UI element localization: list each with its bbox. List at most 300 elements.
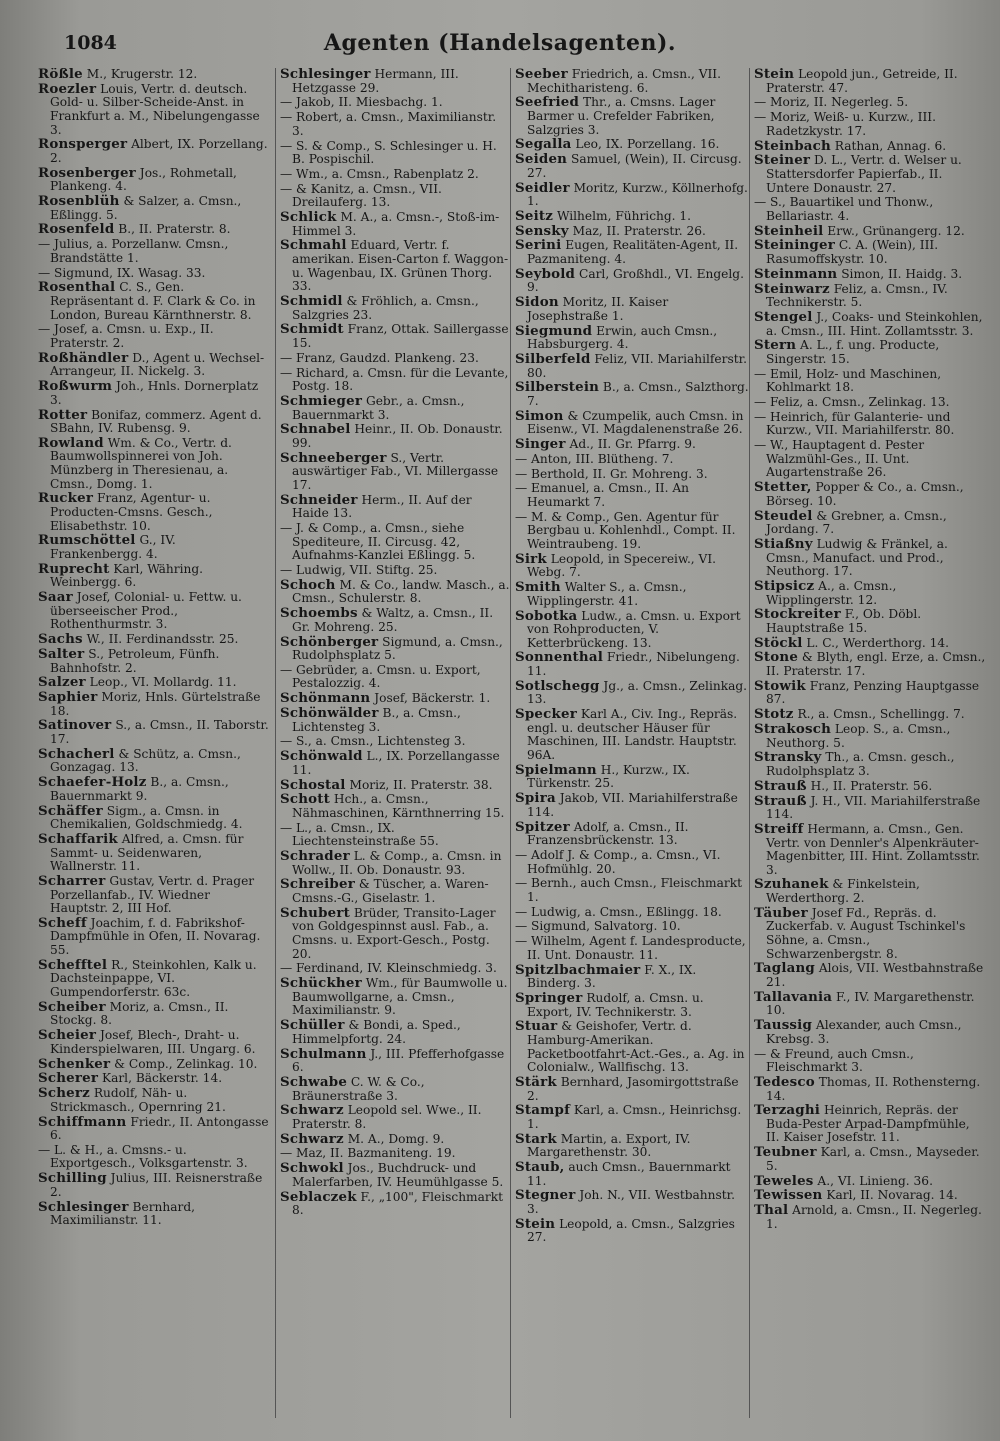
entry-text: — Robert, a. Cmsn., Maximilianstr. 3. <box>280 110 497 138</box>
entry-text: Joachim, f. d. Fabrikshof-Dampfmühle in Ofen, II. Novarag. 55. <box>50 915 261 958</box>
directory-entry <box>515 761 749 791</box>
entry-name: Saar <box>38 589 73 606</box>
entry-text: Jg., a. Cmsn., Zelinkag. 13. <box>527 678 748 707</box>
directory-entry <box>754 1019 986 1046</box>
entry-name: Rucker <box>38 490 94 507</box>
entry-name: Terzaghi <box>754 1102 821 1119</box>
entry-text: Moriz, II. Praterstr. 38. <box>345 777 493 792</box>
entry-name: Steudel <box>754 507 813 524</box>
directory-entry <box>515 381 749 408</box>
entry-text: L. & Comp., a. Cmsn. in Wollw., II. Ob. Donaustr. 93. <box>292 849 502 877</box>
entry-name: Schrader <box>280 848 350 865</box>
entry-name: Stein <box>754 68 795 82</box>
directory-entry <box>38 1072 270 1086</box>
directory-entry <box>280 352 511 366</box>
entry-name: Stegner <box>515 1187 576 1204</box>
entry-text: Moritz, II. Kaiser Josephstraße 1. <box>527 295 669 323</box>
entry-name: Täuber <box>754 904 808 921</box>
directory-entry <box>280 1188 511 1218</box>
column-1 <box>38 68 270 1418</box>
entry-name: Schulmann <box>280 1045 367 1062</box>
directory-entry <box>280 1130 511 1147</box>
entry-text: Friedrich, a. Cmsn., VII. Mechitharisteng. 6. <box>527 68 722 95</box>
directory-entry <box>515 350 749 380</box>
entry-text: M. & Co., landw. Masch., a. Cmsn., Schulerstr. 8. <box>292 577 510 606</box>
column-4 <box>749 68 986 1418</box>
directory-entry <box>754 820 986 877</box>
entry-text: — Wm., a. Cmsn., Rabenplatz 2. <box>280 166 479 181</box>
entry-text: Leopold, in Specereiw., VI. Webg. 7. <box>527 551 717 580</box>
entry-name: Stowik <box>754 677 806 694</box>
directory-entry <box>280 239 511 293</box>
entry-text: Alois, VII. Westbahnstraße 21. <box>766 961 984 989</box>
entry-name: Schenker <box>38 1055 111 1072</box>
entry-text: Wm. & Co., Vertr. d. Baumwollspinnerei von Joh. Münzberg in Theresienau, a. Cmsn., Domg. 1. <box>50 435 232 491</box>
entry-text: — L. & H., a. Cmsns.- u. Exportgesch., Volksgartenstr. 3. <box>38 1142 248 1171</box>
entry-text: Hermann, III. Hetzgasse 29. <box>292 68 459 95</box>
directory-entry <box>38 719 270 746</box>
directory-entry <box>38 492 270 533</box>
entry-text: — S., a. Cmsn., Lichtensteg 3. <box>280 734 466 749</box>
entry-name: Tallavania <box>754 988 833 1005</box>
entry-name: Spielmann <box>515 761 597 778</box>
entry-name: Thal <box>754 1202 789 1219</box>
entry-text: Joh. N., VII. Westbahnstr. 3. <box>527 1188 736 1216</box>
entry-text: & Czumpelik, auch Cmsn. in Eisenw., VI. Magdalenenstraße 26. <box>527 408 744 437</box>
directory-entry <box>280 449 511 493</box>
directory-entry <box>38 138 270 165</box>
directory-entry <box>515 792 749 819</box>
entry-text: & Schütz, a. Cmsn., Gonzagag. 13. <box>50 746 241 775</box>
directory-entry <box>280 962 511 976</box>
entry-name: Schefftel <box>38 956 108 973</box>
entry-name: Seitz <box>515 207 554 224</box>
directory-entry <box>515 935 749 962</box>
entry-text: D., Agent u. Wechsel-Arrangeur, II. Nickelg. 3. <box>50 350 265 379</box>
entry-name: Seybold <box>515 265 576 282</box>
directory-entry <box>754 1189 986 1203</box>
entry-text: Martin, a. Export, IV. Margarethenstr. 30. <box>527 1131 691 1160</box>
entry-text: F., Ob. Döbl. Hauptstraße 15. <box>766 607 922 635</box>
entry-name: Siegmund <box>515 322 593 339</box>
entry-text: Wm., für Baumwolle u. Baumwollgarne, a. Cmsn., Maximilianstr. 9. <box>292 976 508 1018</box>
entry-text: Moriz, a. Cmsn., II. Stockg. 8. <box>50 999 229 1028</box>
entry-name: Schaffarik <box>38 830 118 847</box>
entry-text: & Comp., Zelinkag. 10. <box>110 1056 258 1071</box>
entry-text: & Waltz, a. Cmsn., II. Gr. Mohreng. 25. <box>292 606 494 634</box>
directory-entry <box>38 349 270 379</box>
entry-text: Heinrich, Repräs. der Buda-Pester Arpad-Dampfmühle, II. Kaiser Josefstr. 11. <box>766 1103 970 1145</box>
entry-name: Schwarz <box>280 1130 344 1147</box>
directory-entry <box>280 111 511 138</box>
entry-name: Schönwald <box>280 748 363 765</box>
directory-entry <box>754 280 986 310</box>
entry-name: Sensky <box>515 222 569 239</box>
directory-entry <box>280 1045 511 1075</box>
directory-entry <box>515 322 749 352</box>
entry-text: Karl, II. Novarag. 14. <box>822 1188 958 1203</box>
directory-entry <box>754 723 986 750</box>
entry-text: B., a. Cmsn., Salzthorg. 7. <box>527 380 749 408</box>
directory-entry <box>280 68 511 95</box>
directory-entry <box>754 196 986 223</box>
directory-entry <box>280 904 511 961</box>
directory-entry <box>38 914 270 958</box>
entry-text: Franz, Agentur- u. Producten-Cmsns. Gesch., Elisabethstr. 10. <box>50 491 213 533</box>
entry-text: Gustav, Vertr. d. Prager Porzellanfab., IV. Wiedner Hauptstr. 2, III Hof. <box>50 873 255 916</box>
entry-text: — S., Bauartikel und Thonw., Bellariastr. 4. <box>754 195 934 223</box>
entry-text: Rudolf, Näh- u. Strickmasch., Opernring 21. <box>50 1086 226 1114</box>
entry-text: Herm., II. Auf der Haide 13. <box>292 492 472 521</box>
directory-entry <box>280 96 511 110</box>
entry-name: Schönwälder <box>280 705 379 722</box>
directory-entry <box>280 822 511 849</box>
entry-name: Strakosch <box>754 721 832 737</box>
entry-text: Jos., Buchdruck- und Malerfarben, IV. Heumühlgasse 5. <box>292 1161 504 1189</box>
column-3 <box>510 68 749 1418</box>
entry-text: Thomas, II. Rothensterng. 14. <box>766 1074 981 1103</box>
directory-entry <box>280 140 511 167</box>
directory-entry <box>38 323 270 350</box>
directory-entry <box>38 68 270 82</box>
directory-entry <box>754 634 986 651</box>
entry-name: Silberstein <box>515 379 600 396</box>
directory-entry <box>515 96 749 137</box>
directory-entry <box>515 265 749 295</box>
entry-name: Steininger <box>754 237 835 254</box>
directory-entry <box>280 564 511 578</box>
entry-name: Schmieger <box>280 392 363 409</box>
entry-text: Hch., a. Cmsn., Nähmaschinen, Kärnthnerring 15. <box>292 792 505 820</box>
entry-name: Staub, <box>515 1159 565 1176</box>
directory-entry <box>38 998 270 1028</box>
entry-text: M. A., a. Cmsn.-, Stoß-im-Himmel 3. <box>292 210 500 238</box>
entry-text: Rathan, Annag. 6. <box>830 138 947 153</box>
directory-entry <box>38 956 270 1000</box>
entry-name: Schlick <box>280 209 337 226</box>
entry-text: Heinr., II. Ob. Donaustr. 99. <box>292 422 503 450</box>
entry-text: F., „100", Fleischmarkt 8. <box>292 1189 503 1218</box>
entry-text: — Emil, Holz- und Maschinen, Kohlmarkt 18. <box>754 366 942 395</box>
directory-entry <box>38 691 270 718</box>
directory-entry <box>754 308 986 338</box>
entry-text: J. H., VII. Mariahilferstraße 114. <box>766 793 981 822</box>
entry-name: Teweles <box>754 1172 814 1189</box>
directory-entry <box>515 1020 749 1074</box>
entry-text: B., a. Cmsn., Bauernmarkt 9. <box>50 775 229 803</box>
directory-entry <box>515 296 749 323</box>
entry-name: Roßhändler <box>38 349 129 366</box>
directory-entry <box>38 802 270 832</box>
entry-text: — M. & Comp., Gen. Agentur für Bergbau u. Kohlenhdl., Compt. II. Weintraubeng. 19. <box>515 509 736 551</box>
entry-name: Ruprecht <box>38 560 110 577</box>
entry-text: Hermann, a. Cmsn., Gen. Vertr. von Dennler's Alpenkräuter-Magenbitter, III. Hint. Zollamtsstr. 3. <box>766 821 980 877</box>
entry-name: Seidler <box>515 179 570 196</box>
entry-text: — Adolf J. & Comp., a. Cmsn., VI. Hofmühlg. 20. <box>515 847 721 876</box>
entry-text: — Bernh., auch Cmsn., Fleischmarkt 1. <box>515 876 742 904</box>
directory-entry <box>754 1146 986 1173</box>
directory-entry <box>515 1161 749 1188</box>
directory-entry <box>754 878 986 905</box>
directory-entry <box>280 211 511 238</box>
entry-text: Josef Fd., Repräs. d. Zuckerfab. v. August Tschinkel's Söhne, a. Cmsn., Schwarzenbergstr. 8. <box>766 905 966 961</box>
entry-text: Friedr., Nibelungeng. 11. <box>527 650 740 679</box>
entry-text: Leopold sel. Wwe., II. Praterstr. 8. <box>292 1103 482 1131</box>
entry-name: Smith <box>515 579 561 596</box>
entry-text: Thr., a. Cmsns. Lager Barmer u. Crefelder Fabriken, Salzgries 3. <box>527 95 716 137</box>
directory-entry <box>38 560 270 590</box>
entry-text: Jakob, VII. Mariahilferstraße 114. <box>527 791 738 819</box>
entry-name: Tewissen <box>754 1187 823 1204</box>
entry-name: Salter <box>38 645 85 662</box>
directory-entry <box>515 877 749 904</box>
directory-entry <box>754 751 986 778</box>
entry-text: G., IV. Frankenbergg. 4. <box>50 533 176 561</box>
entry-name: Roßwurm <box>38 378 113 395</box>
entry-text: Erw., Grünangerg. 12. <box>823 223 965 238</box>
entry-name: Satinover <box>38 717 112 734</box>
entry-name: Steinwarz <box>754 280 830 297</box>
directory-entry <box>38 223 270 237</box>
entry-name: Rosenberger <box>38 164 136 181</box>
directory-entry <box>754 677 986 707</box>
entry-text: — Anton, III. Blütheng. 7. <box>515 451 674 466</box>
entry-text: — Moriz, II. Negerleg. 5. <box>754 95 909 110</box>
entry-text: Franz, Ottak. Saillergasse 15. <box>292 322 509 350</box>
entry-name: Schoembs <box>280 605 358 622</box>
entry-name: Sotlschegg <box>515 677 600 694</box>
entry-text: — Heinrich, für Galanterie- und Kurzw., VII. Mariahilferstr. 80. <box>754 409 955 438</box>
entry-text: — Richard, a. Cmsn. für die Levante, Postg. 18. <box>280 365 509 394</box>
entry-text: A., VI. Linieng. 36. <box>813 1173 933 1188</box>
directory-entry <box>280 850 511 877</box>
entry-name: Schostal <box>280 776 346 793</box>
entry-text: Eduard, Vertr. f. amerikan. Eisen-Carton f. Waggon- u. Wagenbau, IX. Grünen Thorg. 33. <box>292 238 509 294</box>
entry-name: Strauß <box>754 777 807 794</box>
directory-entry <box>754 481 986 508</box>
entry-name: Schwokl <box>280 1160 344 1177</box>
entry-name: Stein <box>515 1215 556 1232</box>
entry-text: Josef, Blech-, Draht- u. Kinderspielwaren, III. Ungarg. 6. <box>50 1028 256 1056</box>
entry-text: Albert, IX. Porzellang. 2. <box>50 137 268 165</box>
entry-name: Sachs <box>38 631 83 648</box>
entry-name: Spitzlbachmaier <box>515 961 641 978</box>
entry-name: Scheier <box>38 1027 97 1044</box>
entry-name: Scharrer <box>38 872 106 889</box>
directory-entry <box>280 1147 511 1161</box>
entry-name: Scheiber <box>38 998 106 1015</box>
entry-name: Schönberger <box>280 633 379 650</box>
entry-text: — Franz, Gaudzd. Plankeng. 23. <box>280 350 479 365</box>
entry-name: Segalla <box>515 136 572 153</box>
entry-text: — Ludwig, a. Cmsn., Eßlingg. 18. <box>515 904 722 919</box>
directory-entry <box>280 1162 511 1189</box>
entry-name: Steiner <box>754 152 811 169</box>
directory-entry <box>754 111 986 138</box>
entry-text: Sigmund, a. Cmsn., Rudolphsplatz 5. <box>292 634 503 663</box>
directory-entry <box>754 1204 986 1231</box>
entry-text: Julius, III. Reisnerstraße 2. <box>50 1171 263 1199</box>
entry-text: Popper & Co., a. Cmsn., Börseg. 10. <box>766 480 964 508</box>
entry-text: Feliz, VII. Mariahilferstr. 80. <box>527 351 747 380</box>
directory-entry <box>38 195 270 222</box>
entry-text: — Sigmund, IX. Wasag. 33. <box>38 265 206 280</box>
entry-text: Josef, Colonial- u. Fettw. u. überseeischer Prod., Rothenthurmstr. 3. <box>50 590 242 632</box>
entry-name: Stransky <box>754 749 822 766</box>
directory-entry <box>280 607 511 634</box>
entry-name: Singer <box>515 436 566 453</box>
entry-name: Schnabel <box>280 421 351 438</box>
entry-name: Seeber <box>515 68 568 82</box>
entry-name: Tedesco <box>754 1073 815 1090</box>
directory-entry <box>515 1189 749 1216</box>
directory-entry <box>515 708 749 762</box>
entry-text: — Maz, II. Bazmaniteng. 19. <box>280 1146 456 1161</box>
entry-text: Ludw., a. Cmsn. u. Export von Rohproducten, V. Ketterbrückeng. 13. <box>527 608 741 650</box>
entry-text: L., IX. Porzellangasse 11. <box>292 749 500 777</box>
entry-columns <box>38 68 986 1418</box>
entry-name: Stotz <box>754 706 794 723</box>
entry-text: Alfred, a. Cmsn. für Sammt- u. Seidenwaren, Wallnerstr. 11. <box>50 831 244 874</box>
entry-name: Roezler <box>38 80 97 97</box>
entry-text: Rudolf, a. Cmsn. u. Export, IV. Technikerstr. 3. <box>527 990 704 1019</box>
directory-entry <box>280 168 511 182</box>
directory-entry <box>38 591 270 632</box>
entry-text: S., a. Cmsn., II. Taborstr. 17. <box>50 718 269 747</box>
directory-entry <box>280 664 511 691</box>
directory-entry <box>515 677 749 707</box>
entry-text: — Jakob, II. Miesbachg. 1. <box>280 95 443 110</box>
entry-name: Schwarz <box>280 1102 344 1119</box>
directory-entry <box>280 367 511 394</box>
entry-text: L. C., Werderthorg. 14. <box>802 635 949 650</box>
directory-entry <box>754 962 986 989</box>
entry-text: — Sigmund, Salvatorg. 10. <box>515 919 681 934</box>
entry-text: Bernhard, Jasomirgottstraße 2. <box>527 1074 739 1103</box>
entry-text: Carl, Großhdl., VI. Engelg. 9. <box>527 266 744 295</box>
entry-text: R., Steinkohlen, Kalk u. Dachsteinpappe, VI. Gumpendorferstr. 63c. <box>50 957 257 1000</box>
entry-text: Walter S., a. Cmsn., Wipplingerstr. 41. <box>527 580 687 608</box>
entry-name: Spira <box>515 790 556 807</box>
entry-name: Steinmann <box>754 265 838 282</box>
entry-name: Schneeberger <box>280 449 387 466</box>
entry-text: — Feliz, a. Cmsn., Zelinkag. 13. <box>754 395 950 410</box>
directory-entry <box>280 576 511 606</box>
directory-entry <box>515 651 749 678</box>
directory-entry <box>38 380 270 407</box>
entry-text: Feliz, a. Cmsn., IV. Technikerstr. 5. <box>766 281 948 310</box>
entry-text: & Tüscher, a. Waren-Cmsns.-G., Giselastr. 1. <box>292 877 489 906</box>
entry-name: Sidon <box>515 294 559 311</box>
directory-entry <box>280 423 511 450</box>
directory-entry <box>280 1073 511 1103</box>
entry-name: Salzer <box>38 674 86 691</box>
directory-entry <box>754 411 986 438</box>
directory-entry <box>754 507 986 537</box>
entry-name: Stuar <box>515 1018 558 1035</box>
directory-entry <box>515 138 749 152</box>
entry-text: C. A. (Wein), III. Rasumoffskystr. 10. <box>766 238 939 267</box>
entry-text: & Blyth, engl. Erze, a. Cmsn., II. Praterstr. 17. <box>766 650 986 679</box>
directory-entry <box>515 607 749 651</box>
entry-text: B., II. Praterstr. 8. <box>114 222 231 237</box>
entry-text: Simon, II. Haidg. 3. <box>837 266 963 281</box>
directory-entry <box>280 522 511 563</box>
entry-text: — Ferdinand, IV. Kleinschmiedg. 3. <box>280 961 497 976</box>
entry-name: Rößle <box>38 68 83 82</box>
entry-text: Joh., Hnls. Dornerplatz 3. <box>50 379 259 407</box>
entry-text: C. S., Gen. Repräsentant d. F. Clark & Co. in London, Bureau Kärnthnerstr. 8. <box>50 280 256 322</box>
entry-name: Scherz <box>38 1085 90 1102</box>
entry-name: Sirk <box>515 550 547 567</box>
entry-text: Moritz, Kurzw., Köllnerhofg. 1. <box>527 180 748 209</box>
entry-text: Eugen, Realitäten-Agent, II. Pazmaniteng. 4. <box>527 238 739 267</box>
directory-entry <box>280 735 511 749</box>
directory-entry <box>280 183 511 210</box>
entry-name: Strauß <box>754 792 807 809</box>
entry-name: Stiaßny <box>754 535 813 552</box>
entry-name: Scherer <box>38 1070 99 1087</box>
directory-entry <box>280 750 511 777</box>
entry-name: Schreiber <box>280 876 355 893</box>
directory-entry <box>754 535 986 579</box>
entry-name: Seiden <box>515 151 568 168</box>
directory-entry <box>280 491 511 521</box>
directory-entry <box>38 745 270 775</box>
entry-text: Ludwig & Fränkel, a. Cmsn., Manufact. und Prod., Neuthorg. 17. <box>766 536 948 579</box>
directory-entry <box>754 988 986 1018</box>
entry-text: A., a. Cmsn., Wipplingerstr. 12. <box>766 578 897 607</box>
directory-entry <box>754 1073 986 1103</box>
entry-text: Friedr., II. Antongasse 6. <box>50 1114 269 1143</box>
directory-entry <box>515 989 749 1019</box>
entry-text: Karl A., Civ. Ing., Repräs. engl. u. deutscher Häuser für Maschinen, III. Landstr. Hauptstr. 96A. <box>527 707 738 762</box>
entry-name: Schückher <box>280 975 362 992</box>
directory-entry <box>38 830 270 874</box>
directory-entry <box>515 550 749 580</box>
entry-text: Th., a. Cmsn. gesch., Rudolphsplatz 3. <box>766 750 955 778</box>
entry-text: auch Cmsn., Bauernmarkt 11. <box>527 1160 731 1188</box>
entry-text: J., III. Pfefferhofgasse 6. <box>292 1046 505 1075</box>
entry-text: & Salzer, a. Cmsn., Eßlingg. 5. <box>50 194 242 222</box>
directory-entry <box>754 339 986 366</box>
entry-name: Springer <box>515 989 583 1006</box>
entry-text: & Grebner, a. Cmsn., Jordang. 7. <box>766 508 947 537</box>
entry-text: Leopold, a. Cmsn., Salzgries 27. <box>527 1216 735 1245</box>
entry-text: R., a. Cmsn., Schellingg. 7. <box>793 707 965 722</box>
directory-entry <box>515 581 749 608</box>
entry-name: Stern <box>754 337 797 354</box>
entry-name: Rosenfeld <box>38 221 115 238</box>
entry-name: Specker <box>515 706 577 723</box>
entry-name: Stengel <box>754 308 813 325</box>
directory-entry <box>38 534 270 561</box>
page-number: 1084 <box>64 32 117 54</box>
entry-text: & Finkelstein, Werderthorg. 2. <box>766 877 920 906</box>
directory-entry <box>38 1087 270 1114</box>
directory-entry <box>280 878 511 905</box>
directory-entry <box>515 1104 749 1131</box>
column-2 <box>275 68 511 1418</box>
directory-entry <box>38 434 270 491</box>
entry-name: Simon <box>515 407 564 424</box>
entry-text: W., II. Ferdinandsstr. 25. <box>82 632 239 647</box>
entry-name: Sobotka <box>515 607 578 624</box>
directory-entry <box>754 708 986 722</box>
directory-entry <box>280 1104 511 1131</box>
entry-name: Sonnenthal <box>515 649 604 666</box>
entry-text: A. L., f. ung. Producte, Singerstr. 15. <box>766 338 940 366</box>
